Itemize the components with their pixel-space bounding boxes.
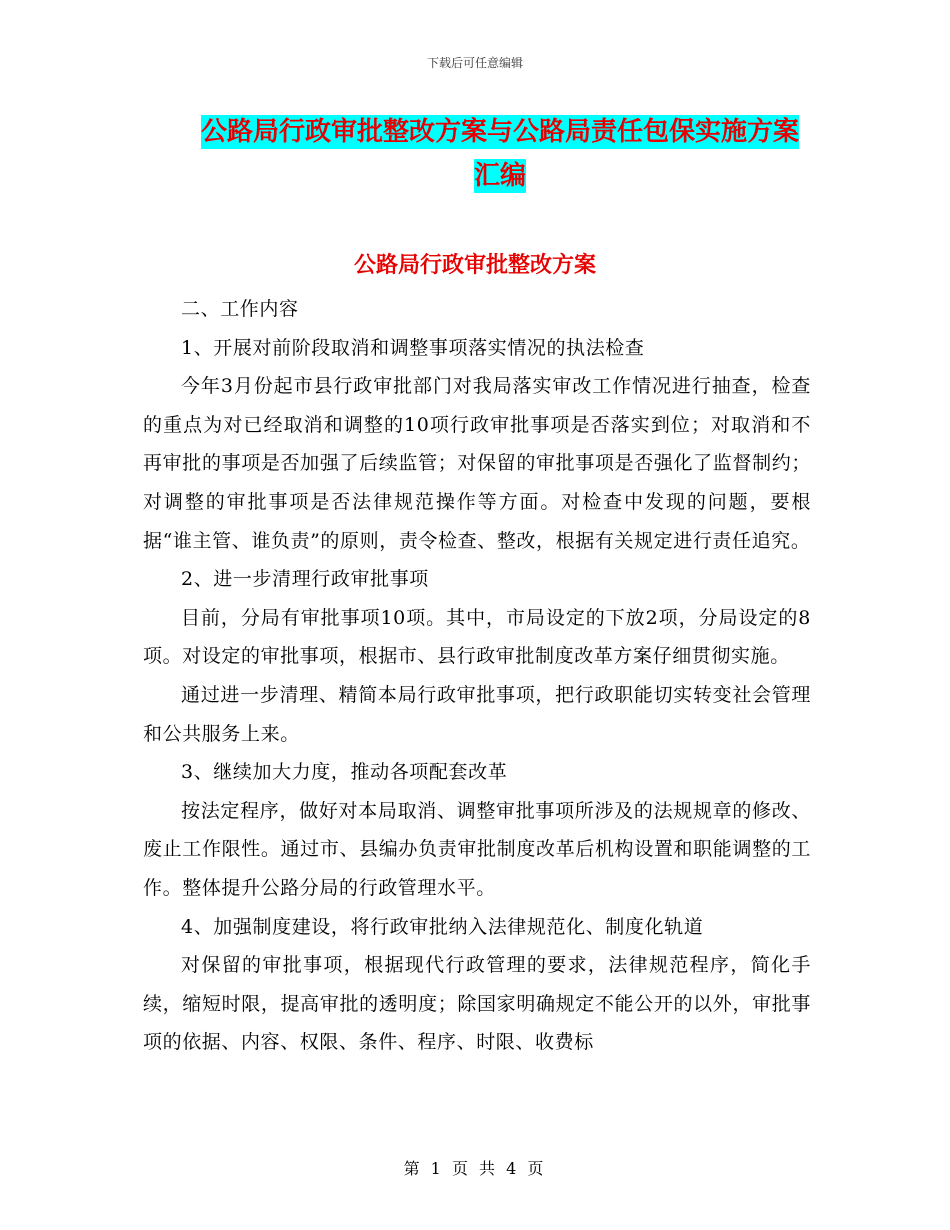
paragraph-item-heading: 1、开展对前阶段取消和调整事项落实情况的执法检查 <box>181 336 645 359</box>
document-title <box>150 110 850 198</box>
title-line-2: 汇编 <box>473 161 526 191</box>
paragraph: 目前，分局有审批事项10项。其中，市局设定的下放2项，分局设定的8项。对设定的审批事项，根据市、县行政审批制度改革方案仔细贯彻实施。 <box>143 606 811 668</box>
paragraph: 对保留的审批事项，根据现代行政管理的要求，法律规范程序，简化手续，缩短时限，提高审批的透明度；除国家明确规定不能公开的以外，审批事项的依据、内容、权限、条件、程序、时限、收费标 <box>143 954 811 1054</box>
paragraph-item-heading: 2、进一步清理行政审批事项 <box>181 568 429 591</box>
paragraph-heading: 二、工作内容 <box>181 298 299 320</box>
paragraph: 按法定程序，做好对本局取消、调整审批事项所涉及的法规规章的修改、废止工作限性。通过市、县编办负责审批制度改革后机构设置和职能调整的工作。整体提升公路分局的行政管理水平。 <box>143 799 811 899</box>
paragraph-item-heading: 4、加强制度建设，将行政审批纳入法律规范化、制度化轨道 <box>181 915 704 938</box>
title-line-1: 公路局行政审批整改方案与公路局责任包保实施方案 <box>200 117 799 147</box>
paragraph: 通过进一步清理、精简本局行政审批事项，把行政职能切实转变社会管理和公共服务上来。 <box>143 683 811 745</box>
header-note: 下载后可任意编辑 <box>426 56 523 70</box>
section-title: 公路局行政审批整改方案 <box>353 253 596 278</box>
page-footer: 第 1 页 共 4 页 <box>403 1159 547 1178</box>
paragraph-item-heading: 3、继续加大力度，推动各项配套改革 <box>181 761 508 784</box>
document-body <box>143 290 811 1062</box>
paragraph: 今年3月份起市县行政审批部门对我局落实审改工作情况进行抽查，检查的重点为对已经取消和调整的10项行政审批事项是否落实到位；对取消和不再审批的事项是否加强了后续监管；对保留的审批事项是否强化了监督制约；对调整的审批事项是否法律规范操作等方面。对检查中发现的问题，要根据“谁主管、谁负责”的原则，责令检查、整改，根据有关规定进行责任追究。 <box>143 375 811 552</box>
